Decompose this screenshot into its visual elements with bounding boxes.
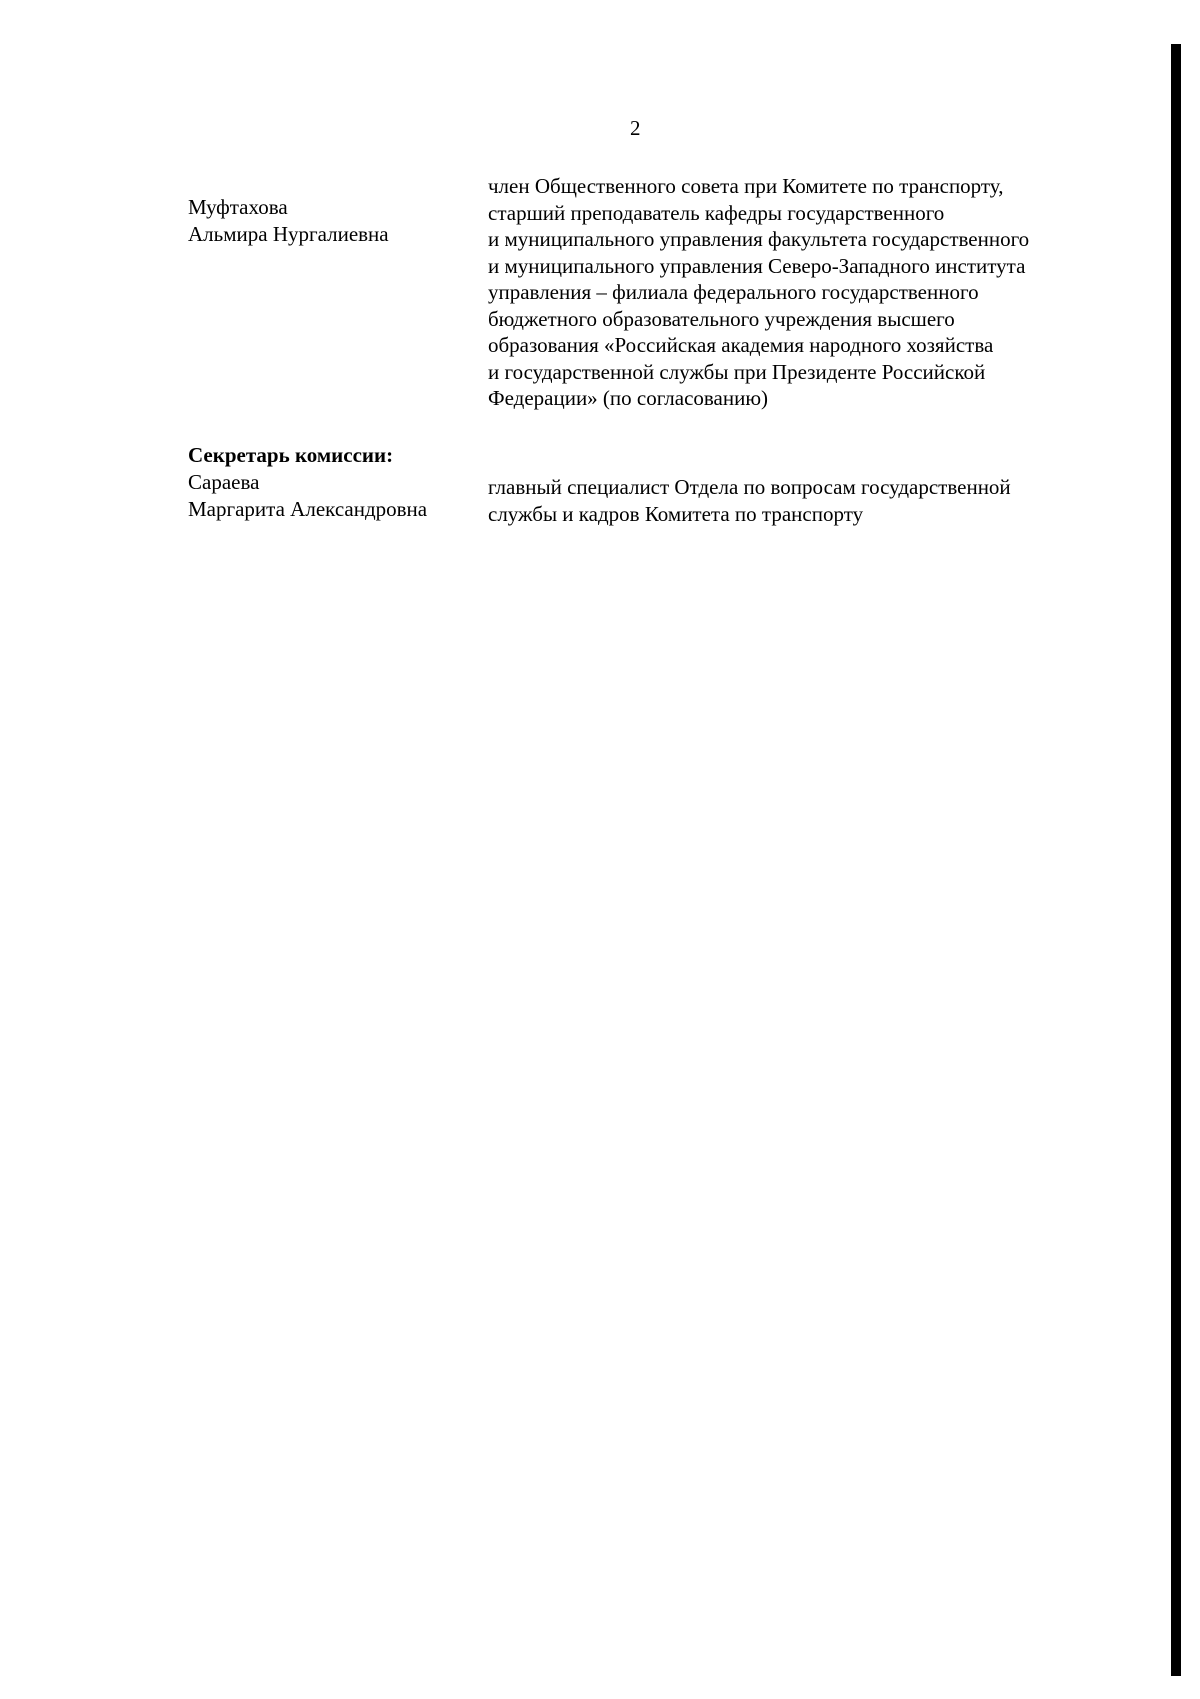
- secretary-role-line: главный специалист Отдела по вопросам государственной: [488, 475, 1011, 499]
- member-role-line: член Общественного совета при Комитете по транспорту,: [488, 174, 1004, 198]
- secretary-heading: Секретарь комиссии:: [188, 443, 394, 467]
- member-name: [188, 194, 389, 247]
- member-role-line: бюджетного образовательного учреждения высшего: [488, 306, 955, 331]
- member-role: [488, 173, 1108, 412]
- secretary-role-line: службы и кадров Комитета по транспорту: [488, 501, 864, 526]
- secretary-given-names: Маргарита Александровна: [188, 496, 428, 521]
- scan-edge-bar: [1171, 44, 1181, 1676]
- member-role-line: образования «Российская академия народного хозяйства: [488, 333, 994, 357]
- member-role-line: и муниципального управления факультета государственного: [488, 227, 1030, 251]
- member-role-line: и государственной службы при Президенте Российской: [488, 359, 986, 384]
- secretary-role: [488, 474, 1108, 527]
- page-number: 2: [630, 116, 641, 140]
- secretary-name: [188, 469, 427, 522]
- member-surname: Муфтахова: [188, 195, 288, 219]
- member-given-names: Альмира Нургалиевна: [188, 221, 389, 246]
- secretary-surname: Сараева: [188, 470, 260, 494]
- member-role-line: управления – филиала федерального государственного: [488, 280, 979, 304]
- member-role-line: Федерации» (по согласованию): [488, 386, 769, 410]
- member-role-line: старший преподаватель кафедры государственного: [488, 200, 945, 225]
- member-role-line: и муниципального управления Северо-Западного института: [488, 253, 1026, 278]
